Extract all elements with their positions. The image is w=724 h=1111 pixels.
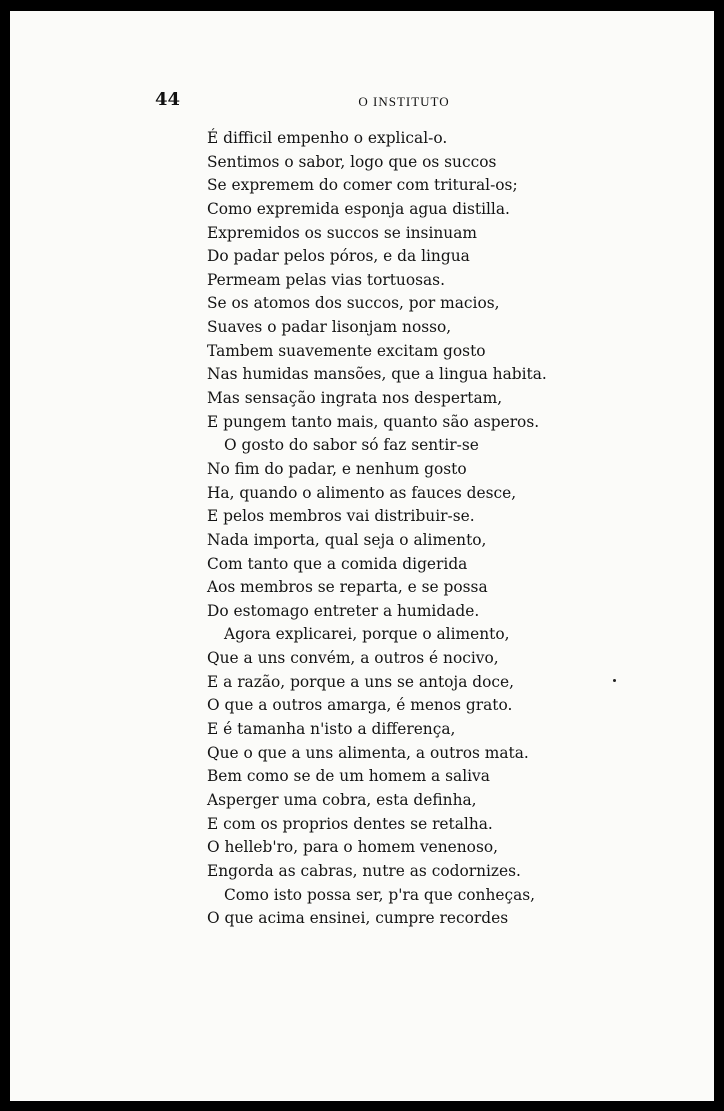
poem-line: Aos membros se reparta, e se possa <box>207 578 488 597</box>
running-head <box>10 94 714 110</box>
poem-line: Permeam pelas vias tortuosas. <box>207 270 445 289</box>
poem-line: Nada importa, qual seja o alimento, <box>207 530 487 549</box>
poem-line: No fim do padar, e nenhum gosto <box>207 459 467 478</box>
poem-line: Como expremida esponja agua distilla. <box>207 199 510 218</box>
poem-text <box>207 127 647 931</box>
poem-line: E pelos membros vai distribuir-se. <box>207 507 475 526</box>
poem-line: Que o que a uns alimenta, a outros mata. <box>207 743 529 762</box>
page-number: 44 <box>155 89 181 110</box>
poem-line: Agora explicarei, porque o alimento, <box>224 625 510 644</box>
running-head-title: O INSTITUTO <box>358 94 450 109</box>
poem-line: Expremidos os succos se insinuam <box>207 223 477 242</box>
book-page <box>10 11 714 1101</box>
poem-line: Ha, quando o alimento as fauces desce, <box>207 483 517 502</box>
poem-line: Do padar pelos póros, e da lingua <box>207 247 470 266</box>
poem-line: É difficil empenho o explical-o. <box>207 129 448 147</box>
poem-line: O gosto do sabor só faz sentir-se <box>224 436 479 455</box>
poem-line: Suaves o padar lisonjam nosso, <box>207 318 452 337</box>
poem-line: Com tanto que a comida digerida <box>207 554 468 573</box>
poem-line: Engorda as cabras, nutre as codornizes. <box>207 861 521 880</box>
poem-line: O que a outros amarga, é menos grato. <box>207 696 513 715</box>
poem-line: Se expremem do comer com tritural-os; <box>207 176 518 195</box>
poem-line: E pungem tanto mais, quanto são asperos. <box>207 412 540 431</box>
poem-line: Nas humidas mansões, que a lingua habita. <box>207 365 547 384</box>
poem-line: Mas sensação ingrata nos despertam, <box>207 389 503 408</box>
ink-speck <box>613 679 616 682</box>
poem-line: E a razão, porque a uns se antoja doce, <box>207 672 515 691</box>
poem-line: E é tamanha n'isto a differença, <box>207 720 456 739</box>
poem-line: Que a uns convém, a outros é nocivo, <box>207 649 499 668</box>
poem-line: Se os atomos dos succos, por macios, <box>207 294 500 313</box>
poem-line: O helleb'ro, para o homem venenoso, <box>207 838 499 857</box>
poem-line: Bem como se de um homem a saliva <box>207 767 490 786</box>
poem-line: Sentimos o sabor, logo que os succos <box>207 152 497 171</box>
poem-line: Do estomago entreter a humidade. <box>207 601 480 620</box>
poem-line: O que acima ensinei, cumpre recordes <box>207 909 509 928</box>
poem-line: E com os proprios dentes se retalha. <box>207 814 493 833</box>
poem-line: Como isto possa ser, p'ra que conheças, <box>224 885 536 904</box>
poem-line: Asperger uma cobra, esta definha, <box>207 790 477 809</box>
poem-line: Tambem suavemente excitam gosto <box>207 341 486 360</box>
